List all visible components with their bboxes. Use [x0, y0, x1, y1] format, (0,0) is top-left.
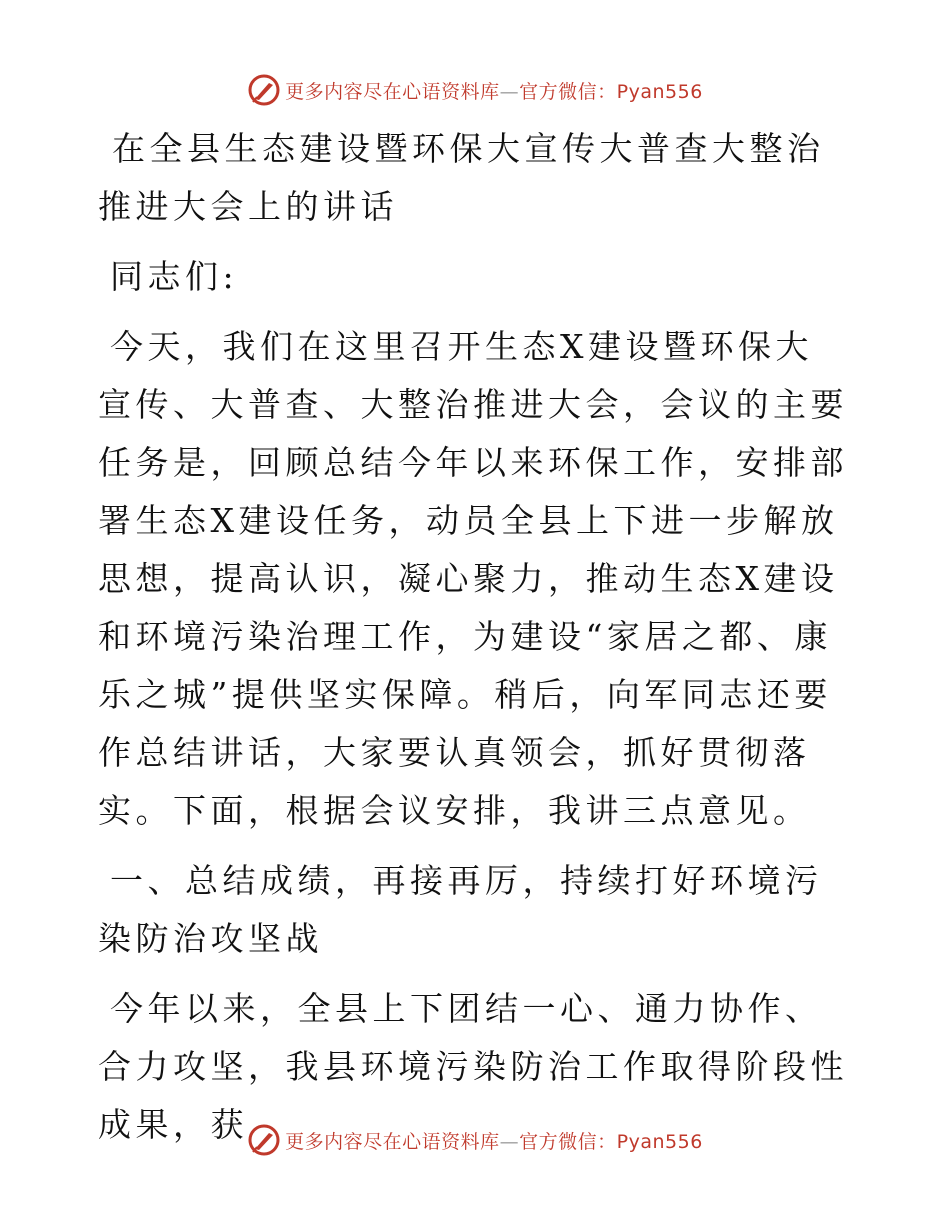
header-watermark-banner: [0, 70, 950, 110]
wechat-text: 官方微信：Pyan556: [519, 1130, 703, 1153]
document-title: 在全县生态建设暨环保大宣传大普查大整治推进大会上的讲话: [98, 129, 825, 226]
watermark-text: [285, 77, 703, 104]
brand-text: 更多内容尽在心语资料库: [285, 80, 500, 103]
salutation: 同志们:: [110, 257, 239, 296]
intro-paragraph: 今天，我们在这里召开生态X建设暨环保大宣传、大普查、大整治推进大会，会议的主要任务是，回顾总结今年以来环保工作，安排部署生态X建设任务，动员全县上下进一步解放思想，提高认识，凝心聚力，推动生态X建设和环境污染治理工作，为建设“家居之都、康乐之城”提供坚实保障。稍后，向军同志还要作总结讲话，大家要认真领会，抓好贯彻落实。下面，根据会议安排，我讲三点意见。: [98, 327, 848, 830]
separator: —: [499, 1130, 520, 1153]
document-body: [98, 120, 850, 1166]
quill-pen-logo-icon: [247, 1123, 281, 1157]
wechat-text: 官方微信：Pyan556: [519, 80, 703, 103]
quill-pen-logo-icon: [247, 73, 281, 107]
watermark-text: [285, 1127, 703, 1154]
section-paragraph: 今年以来，全县上下团结一心、通力协作、合力攻坚，我县环境污染防治工作取得阶段性成果，获: [98, 989, 848, 1144]
separator: —: [499, 80, 520, 103]
footer-watermark-banner: [0, 1120, 950, 1160]
brand-text: 更多内容尽在心语资料库: [285, 1130, 500, 1153]
section-heading: 一、总结成绩，再接再厉，持续打好环境污染防治攻坚战: [98, 861, 823, 958]
